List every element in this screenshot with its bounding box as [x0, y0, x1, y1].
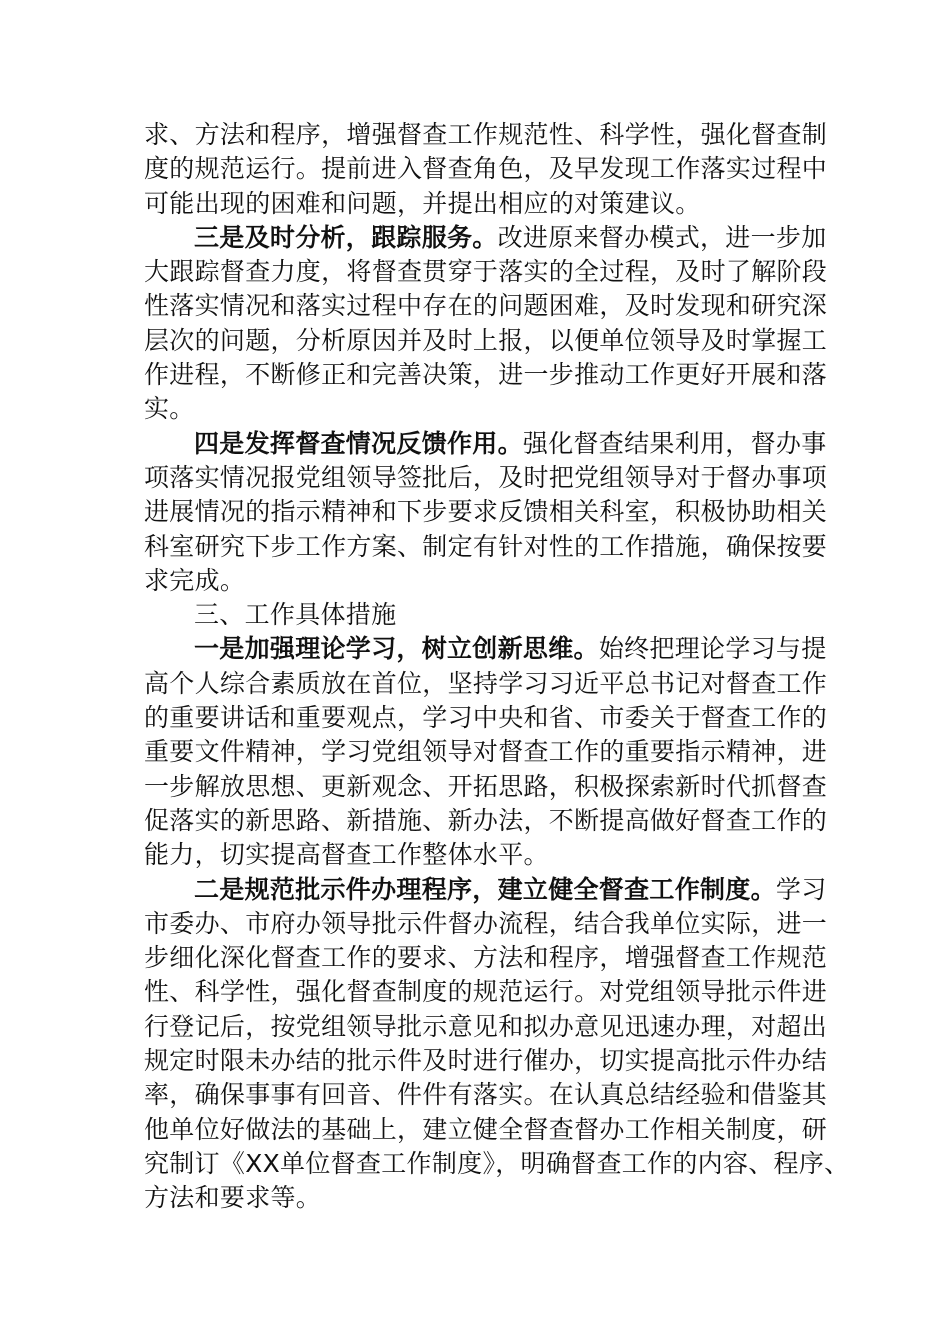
- line-text: 率，确保事事有回音、件件有落实。在认真总结经验和借鉴其: [144, 1080, 828, 1110]
- text-line: [144, 152, 828, 186]
- text-line: [144, 358, 828, 392]
- text-line: [144, 1113, 828, 1147]
- text-line: [144, 255, 828, 289]
- line-text: 改进原来督办模式，进一步加: [497, 222, 827, 252]
- line-text: 重要文件精神，学习党组领导对督查工作的重要指示精神，进: [144, 737, 828, 767]
- line-text: 大跟踪督查力度，将督查贯穿于落实的全过程，及时了解阶段: [144, 257, 828, 287]
- line-text: 市委办、市府办领导批示件督办流程，结合我单位实际，进一: [144, 908, 828, 938]
- line-text: 的重要讲话和重要观点，学习中央和省、市委关于督查工作的: [144, 703, 828, 733]
- text-line: [144, 392, 824, 426]
- text-line: [144, 735, 828, 769]
- document-body: [144, 118, 850, 1216]
- line-text: 求、方法和程序，增强督查工作规范性、科学性，强化督查制: [144, 120, 828, 149]
- line-text: 行登记后，按党组领导批示意见和拟办意见迅速办理，对超出: [144, 1011, 828, 1041]
- text-line: [144, 632, 827, 666]
- bold-lead-phrase: 二是规范批示件办理程序，建立健全督查工作制度。: [194, 874, 776, 904]
- line-text: 科室研究下步工作方案、制定有针对性的工作措施，确保按要: [144, 531, 828, 561]
- line-text: 三、工作具体措施: [194, 600, 397, 630]
- text-line: [144, 1044, 828, 1078]
- line-text: 实。: [144, 394, 195, 424]
- text-line: [144, 427, 827, 461]
- bold-lead-phrase: 一是加强理论学习，树立创新思维。: [194, 634, 599, 664]
- line-text: 学习: [775, 874, 827, 904]
- bold-lead-phrase: 三是及时分析，跟踪服务。: [194, 222, 498, 252]
- text-line: [144, 324, 828, 358]
- line-text: 度的规范运行。提前进入督查角色，及早发现工作落实过程中: [144, 154, 828, 184]
- text-line: [144, 221, 827, 255]
- line-text: 一步解放思想、更新观念、开拓思路，积极探索新时代抓督查: [144, 771, 828, 801]
- line-text: 方法和要求等。: [144, 1183, 322, 1213]
- line-text: 能力，切实提高督查工作整体水平。: [144, 840, 549, 870]
- line-text: 步细化深化督查工作的要求、方法和程序，增强督查工作规范: [144, 943, 828, 973]
- text-line: [144, 187, 824, 221]
- text-line: [144, 941, 828, 975]
- text-line: [144, 804, 828, 838]
- line-text: 求完成。: [144, 565, 246, 595]
- line-text: 规定时限未办结的批示件及时进行催办，切实提高批示件办结: [144, 1046, 828, 1076]
- text-line: [144, 701, 828, 735]
- text-line: [144, 495, 828, 529]
- line-text: 促落实的新思路、新措施、新办法，不断提高做好督查工作的: [144, 805, 828, 835]
- text-line: [144, 873, 827, 907]
- text-line: [144, 118, 828, 152]
- text-line: [144, 530, 828, 564]
- line-text: 究制订《XX单位督查工作制度》，明确督查工作的内容、程序、: [144, 1148, 850, 1178]
- text-line: [144, 1078, 828, 1112]
- text-line: [144, 289, 828, 323]
- bold-lead-phrase: 四是发挥督查情况反馈作用。: [194, 428, 523, 458]
- line-text: 高个人综合素质放在首位，坚持学习习近平总书记对督查工作: [144, 668, 828, 698]
- text-line: [144, 975, 828, 1009]
- line-text: 项落实情况报党组领导签批后，及时把党组领导对于督办事项: [144, 462, 828, 492]
- text-line: [144, 564, 824, 598]
- text-line: [144, 1010, 828, 1044]
- line-text: 可能出现的困难和问题，并提出相应的对策建议。: [144, 188, 701, 218]
- line-text: 强化督查结果利用，督办事: [522, 428, 827, 458]
- line-text: 层次的问题，分析原因并及时上报，以便单位领导及时掌握工: [144, 325, 828, 355]
- line-text: 他单位好做法的基础上，建立健全督查督办工作相关制度，研: [144, 1114, 828, 1144]
- text-line: [144, 838, 824, 872]
- text-line: [144, 667, 828, 701]
- text-line: [144, 461, 828, 495]
- line-text: 始终把理论学习与提: [598, 634, 827, 664]
- line-text: 作进程，不断修正和完善决策，进一步推动工作更好开展和落: [144, 360, 828, 390]
- text-line: [144, 1181, 824, 1215]
- line-text: 进展情况的指示精神和下步要求反馈相关科室，积极协助相关: [144, 497, 828, 527]
- text-line: [144, 1147, 850, 1181]
- line-text: 性落实情况和落实过程中存在的问题困难，及时发现和研究深: [144, 291, 828, 321]
- text-line: [144, 598, 824, 632]
- text-line: [144, 770, 828, 804]
- line-text: 性、科学性，强化督查制度的规范运行。对党组领导批示件进: [144, 977, 828, 1007]
- text-line: [144, 907, 828, 941]
